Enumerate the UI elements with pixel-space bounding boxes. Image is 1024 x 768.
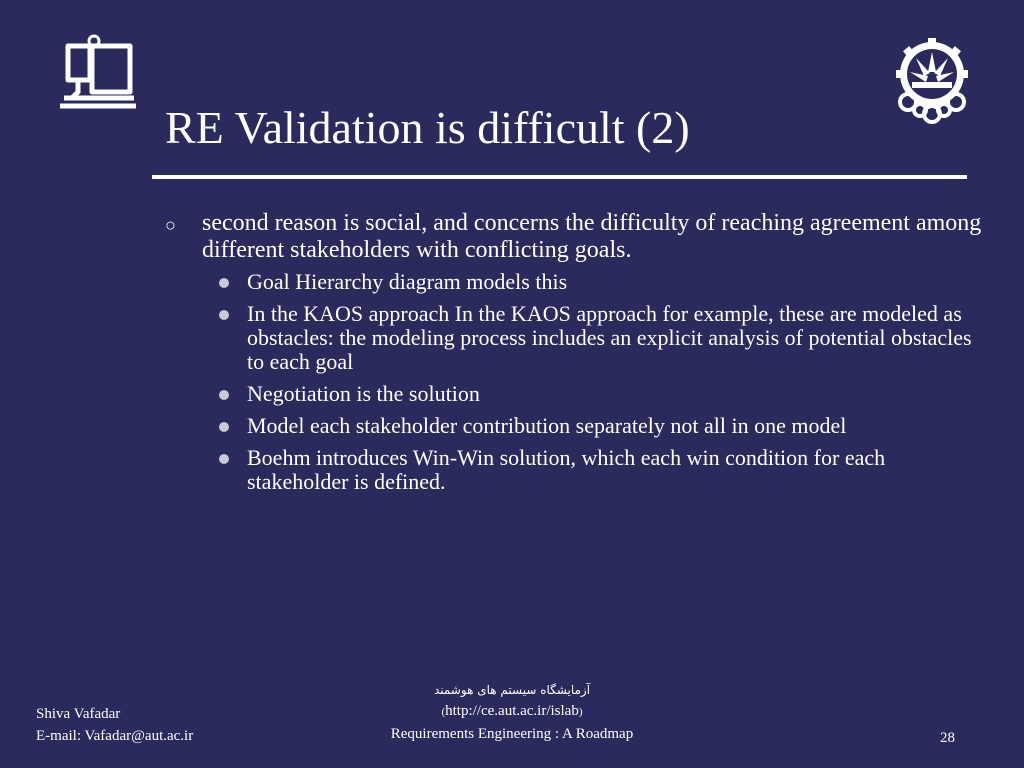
filled-dot-bullet-icon (219, 278, 229, 288)
footer-lab-name: آزمایشگاه سیستم های هوشمند (433, 683, 591, 697)
footer-author: Shiva Vafadar (36, 706, 121, 722)
page-number: 28 (940, 730, 955, 746)
filled-dot-bullet-icon (219, 390, 229, 400)
hollow-circle-bullet-icon: ○ (165, 215, 176, 235)
title-divider (152, 175, 967, 179)
sub-bullet-item (165, 270, 985, 294)
sub-bullet-item (165, 302, 985, 374)
footer-center-block (332, 680, 692, 745)
slide-body (165, 210, 985, 502)
filled-dot-bullet-icon (219, 310, 229, 320)
filled-dot-bullet-icon (219, 454, 229, 464)
sub-bullet-text: Negotiation is the solution (247, 381, 480, 406)
slide-title: RE Validation is difficult (2) (165, 102, 690, 153)
bullet-level-1 (165, 210, 985, 264)
sub-bullet-text: Boehm introduces Win-Win solution, which each win condition for each stakeholder is defined. (247, 445, 886, 494)
footer-url: http://ce.aut.ac.ir/islab (445, 703, 579, 719)
university-emblem-logo (890, 36, 974, 128)
footer-author-block (36, 703, 193, 747)
sub-bullet-item (165, 446, 985, 494)
footer-url-line: (http://ce.aut.ac.ir/islab) (441, 703, 583, 719)
bullet-text: second reason is social, and concerns the difficulty of reaching agreement among different stakeholders with conflicting goals. (202, 210, 982, 263)
filled-dot-bullet-icon (219, 422, 229, 432)
sub-bullet-item (165, 382, 985, 406)
sub-bullet-item (165, 414, 985, 438)
sub-bullet-text: Goal Hierarchy diagram models this (247, 269, 568, 294)
sub-bullet-list (165, 270, 985, 494)
footer-course: Requirements Engineering : A Roadmap (390, 726, 634, 742)
sub-bullet-text: In the KAOS approach In the KAOS approach for example, these are modeled as obstacles: the modeling process includes an explicit analysis of potential obstacles to each goal (247, 301, 972, 374)
sub-bullet-text: Model each stakeholder contribution separately not all in one model (247, 413, 847, 438)
footer-email: E-mail: Vafadar@aut.ac.ir (36, 728, 194, 744)
computer-workstation-logo (58, 34, 138, 114)
